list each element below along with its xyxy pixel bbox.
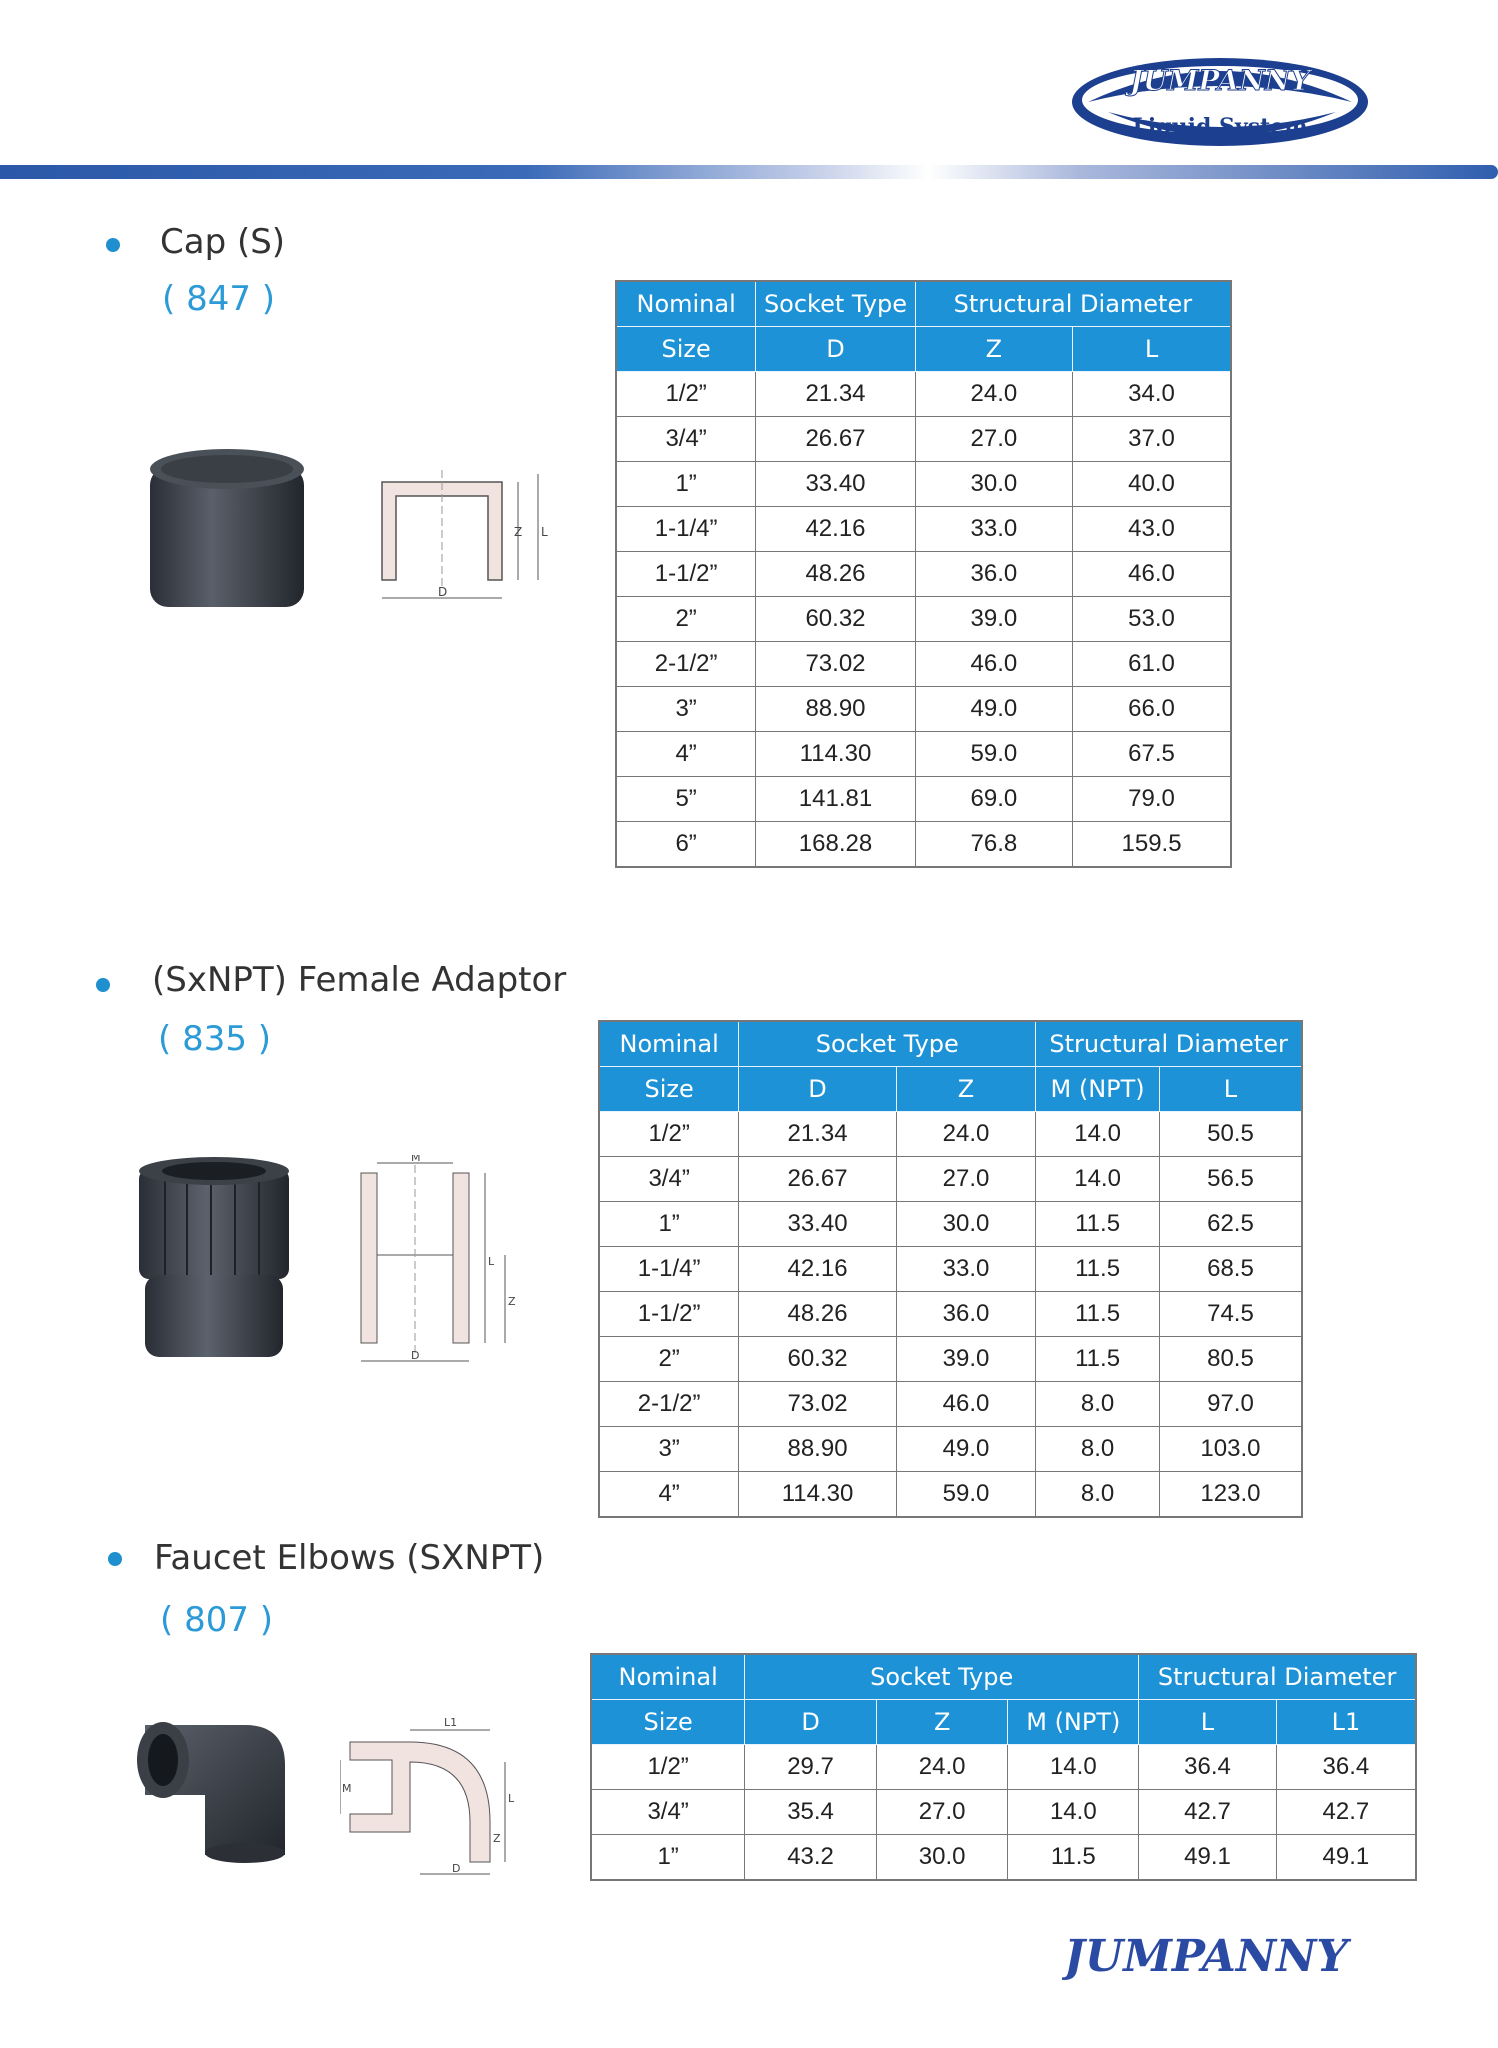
header-socket-type: Socket Type bbox=[745, 1654, 1139, 1700]
table-cell: 159.5 bbox=[1073, 822, 1231, 868]
table-cell: 46.0 bbox=[915, 642, 1072, 687]
cap-diagram bbox=[378, 470, 558, 614]
table-cell: 14.0 bbox=[1008, 1745, 1139, 1790]
table-cell: 24.0 bbox=[876, 1745, 1008, 1790]
table-cell: 8.0 bbox=[1036, 1382, 1160, 1427]
table-cell: 33.0 bbox=[896, 1247, 1035, 1292]
svg-text:M: M bbox=[342, 1782, 352, 1795]
table-cell: 5” bbox=[616, 777, 756, 822]
table-cell: 4” bbox=[599, 1472, 739, 1518]
table-row bbox=[591, 1835, 1416, 1881]
table-cell: 42.7 bbox=[1276, 1790, 1416, 1835]
table-cell: 88.90 bbox=[739, 1427, 897, 1472]
table-cell: 40.0 bbox=[1073, 462, 1231, 507]
table-cell: 53.0 bbox=[1073, 597, 1231, 642]
table-cell: 69.0 bbox=[915, 777, 1072, 822]
table-cell: 11.5 bbox=[1036, 1202, 1160, 1247]
table-cell: 42.16 bbox=[756, 507, 915, 552]
table-cell: 2-1/2” bbox=[616, 642, 756, 687]
table-cell: 48.26 bbox=[739, 1292, 897, 1337]
table-cell: 50.5 bbox=[1159, 1112, 1302, 1157]
table-cell: 2” bbox=[599, 1337, 739, 1382]
table-cell: 79.0 bbox=[1073, 777, 1231, 822]
table-row bbox=[616, 732, 1231, 777]
table-cell: 30.0 bbox=[876, 1835, 1008, 1881]
table-cell: 80.5 bbox=[1159, 1337, 1302, 1382]
table-row bbox=[599, 1427, 1302, 1472]
table-cell: 1-1/2” bbox=[616, 552, 756, 597]
table-cell: 73.02 bbox=[756, 642, 915, 687]
table-cell: 3/4” bbox=[599, 1157, 739, 1202]
table-cell: 27.0 bbox=[915, 417, 1072, 462]
table-row bbox=[616, 552, 1231, 597]
female-adaptor-diagram bbox=[355, 1155, 525, 1369]
header-socket-type: Socket Type bbox=[739, 1021, 1036, 1067]
table-cell: 43.0 bbox=[1073, 507, 1231, 552]
table-cell: 62.5 bbox=[1159, 1202, 1302, 1247]
table-cell: 56.5 bbox=[1159, 1157, 1302, 1202]
table-cell: 1/2” bbox=[591, 1745, 745, 1790]
table-cell: 1-1/2” bbox=[599, 1292, 739, 1337]
table-row bbox=[599, 1112, 1302, 1157]
brand-logo bbox=[1068, 50, 1373, 160]
table-row bbox=[599, 1247, 1302, 1292]
spec-table-faucet-elbows bbox=[590, 1653, 1417, 1881]
table-cell: 30.0 bbox=[915, 462, 1072, 507]
cap-photo bbox=[148, 445, 308, 629]
table-cell: 11.5 bbox=[1036, 1247, 1160, 1292]
table-cell: 114.30 bbox=[756, 732, 915, 777]
table-cell: 59.0 bbox=[915, 732, 1072, 777]
table-cell: 61.0 bbox=[1073, 642, 1231, 687]
table-cell: 33.40 bbox=[739, 1202, 897, 1247]
table-cell: 168.28 bbox=[756, 822, 915, 868]
table-cell: 36.4 bbox=[1276, 1745, 1416, 1790]
table-cell: 123.0 bbox=[1159, 1472, 1302, 1518]
table-cell: 49.0 bbox=[915, 687, 1072, 732]
section-code-cap: ( 847 ) bbox=[162, 279, 276, 319]
table-cell: 103.0 bbox=[1159, 1427, 1302, 1472]
header-m-npt: M (NPT) bbox=[1008, 1700, 1139, 1745]
table-cell: 46.0 bbox=[1073, 552, 1231, 597]
header-socket-type: Socket Type bbox=[756, 281, 915, 327]
header-band bbox=[0, 165, 1498, 179]
table-cell: 46.0 bbox=[896, 1382, 1035, 1427]
table-cell: 3” bbox=[616, 687, 756, 732]
header-nominal: Nominal bbox=[599, 1021, 739, 1067]
table-cell: 42.7 bbox=[1139, 1790, 1277, 1835]
table-row bbox=[616, 372, 1231, 417]
table-cell: 24.0 bbox=[896, 1112, 1035, 1157]
header-z: Z bbox=[915, 327, 1072, 372]
bullet-icon bbox=[108, 1552, 122, 1566]
table-cell: 88.90 bbox=[756, 687, 915, 732]
header-z: Z bbox=[876, 1700, 1008, 1745]
svg-text:Z: Z bbox=[508, 1295, 516, 1308]
table-cell: 11.5 bbox=[1008, 1835, 1139, 1881]
svg-text:D: D bbox=[411, 1349, 420, 1362]
header-size: Size bbox=[591, 1700, 745, 1745]
table-cell: 26.67 bbox=[739, 1157, 897, 1202]
table-row bbox=[591, 1790, 1416, 1835]
table-cell: 33.40 bbox=[756, 462, 915, 507]
table-cell: 3/4” bbox=[591, 1790, 745, 1835]
logo-bottom-text: Liquid System bbox=[1132, 114, 1308, 140]
table-cell: 141.81 bbox=[756, 777, 915, 822]
svg-text:M: M bbox=[411, 1155, 421, 1164]
bullet-icon bbox=[106, 238, 120, 252]
table-cell: 27.0 bbox=[876, 1790, 1008, 1835]
table-row bbox=[591, 1745, 1416, 1790]
svg-text:D: D bbox=[452, 1862, 461, 1875]
table-cell: 73.02 bbox=[739, 1382, 897, 1427]
table-cell: 59.0 bbox=[896, 1472, 1035, 1518]
table-cell: 33.0 bbox=[915, 507, 1072, 552]
table-cell: 2” bbox=[616, 597, 756, 642]
table-cell: 42.16 bbox=[739, 1247, 897, 1292]
table-row bbox=[599, 1202, 1302, 1247]
header-d: D bbox=[739, 1067, 897, 1112]
table-cell: 68.5 bbox=[1159, 1247, 1302, 1292]
table-cell: 39.0 bbox=[896, 1337, 1035, 1382]
spec-table-female-adaptor bbox=[598, 1020, 1303, 1518]
table-cell: 30.0 bbox=[896, 1202, 1035, 1247]
section-code-faucet-elbows: ( 807 ) bbox=[160, 1600, 274, 1640]
section-title-cap: Cap (S) bbox=[160, 222, 286, 262]
header-structural-diameter: Structural Diameter bbox=[1036, 1021, 1302, 1067]
faucet-elbow-photo bbox=[135, 1715, 295, 1869]
svg-text:L1: L1 bbox=[444, 1716, 458, 1729]
table-cell: 39.0 bbox=[915, 597, 1072, 642]
svg-text:L: L bbox=[488, 1255, 495, 1268]
table-cell: 4” bbox=[616, 732, 756, 777]
table-row bbox=[616, 597, 1231, 642]
table-cell: 76.8 bbox=[915, 822, 1072, 868]
svg-text:Z: Z bbox=[493, 1832, 501, 1845]
table-cell: 8.0 bbox=[1036, 1427, 1160, 1472]
table-cell: 6” bbox=[616, 822, 756, 868]
section-code-female-adaptor: ( 835 ) bbox=[158, 1019, 272, 1059]
table-cell: 11.5 bbox=[1036, 1292, 1160, 1337]
table-cell: 60.32 bbox=[756, 597, 915, 642]
footer-logo-text: JUMPANNY bbox=[1064, 1931, 1348, 1982]
table-cell: 8.0 bbox=[1036, 1472, 1160, 1518]
table-cell: 27.0 bbox=[896, 1157, 1035, 1202]
svg-text:D: D bbox=[438, 585, 448, 599]
table-row bbox=[599, 1292, 1302, 1337]
header-nominal: Nominal bbox=[616, 281, 756, 327]
table-row bbox=[616, 777, 1231, 822]
section-title-faucet-elbows: Faucet Elbows (SXNPT) bbox=[154, 1538, 545, 1578]
table-cell: 35.4 bbox=[745, 1790, 877, 1835]
logo-top-text: JUMPANNY bbox=[1129, 64, 1311, 97]
table-cell: 48.26 bbox=[756, 552, 915, 597]
table-cell: 97.0 bbox=[1159, 1382, 1302, 1427]
header-d: D bbox=[745, 1700, 877, 1745]
table-cell: 43.2 bbox=[745, 1835, 877, 1881]
header-size: Size bbox=[616, 327, 756, 372]
table-cell: 11.5 bbox=[1036, 1337, 1160, 1382]
svg-text:Z: Z bbox=[514, 525, 523, 539]
header-d: D bbox=[756, 327, 915, 372]
header-size: Size bbox=[599, 1067, 739, 1112]
table-row bbox=[616, 417, 1231, 462]
header-nominal: Nominal bbox=[591, 1654, 745, 1700]
footer-logo bbox=[1062, 1925, 1402, 1985]
table-row bbox=[616, 507, 1231, 552]
table-cell: 21.34 bbox=[739, 1112, 897, 1157]
table-cell: 1-1/4” bbox=[599, 1247, 739, 1292]
table-cell: 29.7 bbox=[745, 1745, 877, 1790]
spec-table-cap bbox=[615, 280, 1232, 868]
section-title-female-adaptor: (SxNPT) Female Adaptor bbox=[152, 960, 567, 1000]
header-l1: L1 bbox=[1276, 1700, 1416, 1745]
table-cell: 114.30 bbox=[739, 1472, 897, 1518]
header-structural-diameter: Structural Diameter bbox=[915, 281, 1231, 327]
table-cell: 74.5 bbox=[1159, 1292, 1302, 1337]
bullet-icon bbox=[96, 978, 110, 992]
table-cell: 36.0 bbox=[915, 552, 1072, 597]
table-row bbox=[599, 1472, 1302, 1518]
svg-text:L: L bbox=[541, 525, 548, 539]
svg-text:L: L bbox=[508, 1792, 515, 1805]
table-cell: 14.0 bbox=[1036, 1112, 1160, 1157]
faucet-elbow-diagram bbox=[340, 1712, 520, 1886]
table-cell: 36.4 bbox=[1139, 1745, 1277, 1790]
header-l: L bbox=[1073, 327, 1231, 372]
table-row bbox=[616, 642, 1231, 687]
table-cell: 66.0 bbox=[1073, 687, 1231, 732]
table-cell: 67.5 bbox=[1073, 732, 1231, 777]
table-cell: 3” bbox=[599, 1427, 739, 1472]
table-cell: 49.1 bbox=[1276, 1835, 1416, 1881]
table-cell: 49.0 bbox=[896, 1427, 1035, 1472]
table-cell: 24.0 bbox=[915, 372, 1072, 417]
table-cell: 36.0 bbox=[896, 1292, 1035, 1337]
header-l: L bbox=[1159, 1067, 1302, 1112]
table-cell: 1” bbox=[599, 1202, 739, 1247]
table-cell: 1-1/4” bbox=[616, 507, 756, 552]
table-row bbox=[599, 1157, 1302, 1202]
header-l: L bbox=[1139, 1700, 1277, 1745]
table-row bbox=[599, 1382, 1302, 1427]
header-structural-diameter: Structural Diameter bbox=[1139, 1654, 1416, 1700]
header-m-npt: M (NPT) bbox=[1036, 1067, 1160, 1112]
table-row bbox=[616, 462, 1231, 507]
table-cell: 37.0 bbox=[1073, 417, 1231, 462]
table-cell: 2-1/2” bbox=[599, 1382, 739, 1427]
table-cell: 34.0 bbox=[1073, 372, 1231, 417]
table-row bbox=[599, 1337, 1302, 1382]
table-row bbox=[616, 822, 1231, 868]
table-cell: 49.1 bbox=[1139, 1835, 1277, 1881]
table-cell: 3/4” bbox=[616, 417, 756, 462]
table-row bbox=[616, 687, 1231, 732]
table-cell: 60.32 bbox=[739, 1337, 897, 1382]
table-cell: 21.34 bbox=[756, 372, 915, 417]
table-cell: 1/2” bbox=[599, 1112, 739, 1157]
table-cell: 14.0 bbox=[1036, 1157, 1160, 1202]
header-z: Z bbox=[896, 1067, 1035, 1112]
table-cell: 1/2” bbox=[616, 372, 756, 417]
female-adaptor-photo bbox=[135, 1155, 295, 1379]
table-cell: 1” bbox=[616, 462, 756, 507]
table-cell: 26.67 bbox=[756, 417, 915, 462]
table-cell: 1” bbox=[591, 1835, 745, 1881]
table-cell: 14.0 bbox=[1008, 1790, 1139, 1835]
